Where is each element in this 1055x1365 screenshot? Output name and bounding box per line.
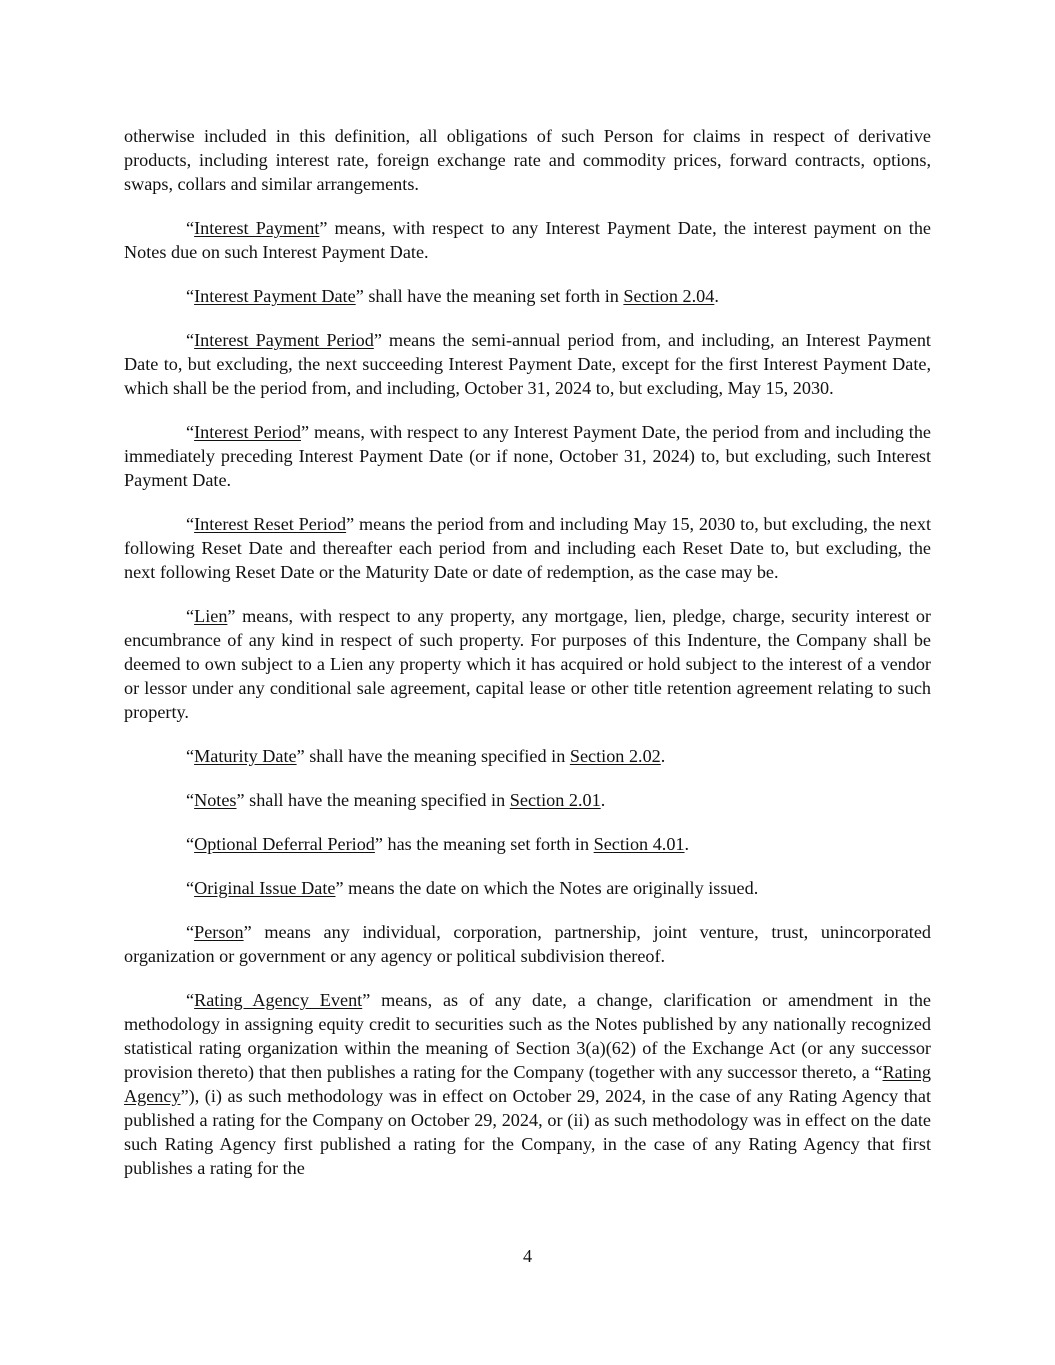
definition-paragraph [124,744,931,768]
underlined-term: Original Issue Date [194,878,336,898]
underlined-term: Person [194,922,244,942]
underlined-term: Section 2.01 [509,790,601,810]
paragraph-text: otherwise included in this definition, all obligations of such Person for claims in respect of derivative products, including interest rate, foreign exchange rate and commodity prices, forward contracts, options, swaps, collars and similar arrangements. [124,126,931,194]
definition-paragraph [124,284,931,308]
paragraph-text: . [714,286,719,306]
paragraph-text: “ [186,606,195,626]
paragraph-text: ” means, with respect to any Interest Payment Date, the interest payment on the Notes due on such Interest Payment Date. [124,218,931,262]
definition-paragraph [124,216,931,264]
underlined-term: Section 2.02 [569,746,661,766]
definition-paragraph [124,788,931,812]
paragraph-text: “ [186,514,195,534]
page-number: 4 [522,1246,533,1266]
paragraph-text: ” means any individual, corporation, partnership, joint venture, trust, unincorporated organization or government or any agency or political subdivision thereof. [124,922,931,966]
paragraph-text: “ [186,746,195,766]
paragraph-text: ” shall have the meaning set forth in [355,286,624,306]
paragraph-text: “ [186,990,195,1010]
paragraph-text: ” means, with respect to any Interest Payment Date, the period from and including the immediately preceding Interest Payment Date (or if none, October 31, 2024) to, but excluding, such Interest Payment Date. [124,422,931,490]
paragraph-text: “ [186,218,195,238]
paragraph-text: ” means, as of any date, a change, clarification or amendment in the methodology in assigning equity credit to securities such as the Notes published by any nationally recognized statistical rating organization within the meaning of Section 3(a)(62) of the Exchange Act (or any successor provision thereto) that then publishes a rating for the Company (together with any successor thereto, a “ [124,990,931,1082]
underlined-term: Rating Agency [124,1062,931,1106]
paragraph-text: “ [186,922,195,942]
underlined-term: Lien [194,606,228,626]
definition-paragraph [124,988,931,1180]
paragraph-text: . [600,790,606,810]
paragraph-text: ” shall have the meaning specified in [236,790,510,810]
underlined-term: Interest Period [194,422,301,442]
definition-paragraph [124,876,931,900]
paragraph-text: ” has the meaning set forth in [374,834,594,854]
paragraph-text: . [660,746,666,766]
underlined-term: Rating Agency Event [194,990,363,1010]
paragraph-text: ” means the period from and including May 15, 2030 to, but excluding, the next following Reset Date and thereafter each period from and including each Reset Date to, but excluding, the next following Reset Date or the Maturity Date or date of redemption, as the case may be. [124,514,931,582]
underlined-term: Section 2.04 [623,286,715,306]
underlined-term: Interest Payment Date [194,286,356,306]
underlined-term: Maturity Date [194,746,297,766]
paragraph-text: “ [186,286,195,306]
paragraph-text: ”), (i) as such methodology was in effect on October 29, 2024, in the case of any Rating Agency that published a rating for the Company on October 29, 2024, or (ii) as such methodology was in effect on the date such Rating Agency first published a rating for the Company, in the case of any Rating Agency that first publishes a rating for the [124,1086,931,1178]
paragraph-text: ” means the date on which the Notes are originally issued. [335,878,759,898]
underlined-term: Notes [194,790,237,810]
definition-paragraph [124,124,931,196]
document-body [124,124,931,1200]
paragraph-text: . [684,834,690,854]
definition-paragraph [124,328,931,400]
definition-paragraph [124,920,931,968]
definition-paragraph [124,604,931,724]
definition-paragraph [124,420,931,492]
underlined-term: Interest Payment Period [194,330,374,350]
definition-paragraph [124,512,931,584]
paragraph-text: ” means the semi-annual period from, and including, an Interest Payment Date to, but excluding, the next succeeding Interest Payment Date, except for the first Interest Payment Date, which shall be the period from, and including, October 31, 2024 to, but excluding, May 15, 2030. [124,330,931,398]
underlined-term: Section 4.01 [593,834,685,854]
underlined-term: Optional Deferral Period [194,834,375,854]
paragraph-text: “ [186,790,195,810]
underlined-term: Interest Payment [194,218,320,238]
paragraph-text: “ [186,330,195,350]
paragraph-text: “ [186,834,195,854]
paragraph-text: “ [186,422,195,442]
definition-paragraph [124,832,931,856]
paragraph-text: ” shall have the meaning specified in [296,746,570,766]
paragraph-text: ” means, with respect to any property, any mortgage, lien, pledge, charge, security interest or encumbrance of any kind in respect of such property. For purposes of this Indenture, the Company shall be deemed to own subject to a Lien any property which it has acquired or hold subject to the interest of a vendor or lessor under any conditional sale agreement, capital lease or other title retention agreement relating to such property. [124,606,931,722]
paragraph-text: “ [186,878,195,898]
underlined-term: Interest Reset Period [194,514,347,534]
